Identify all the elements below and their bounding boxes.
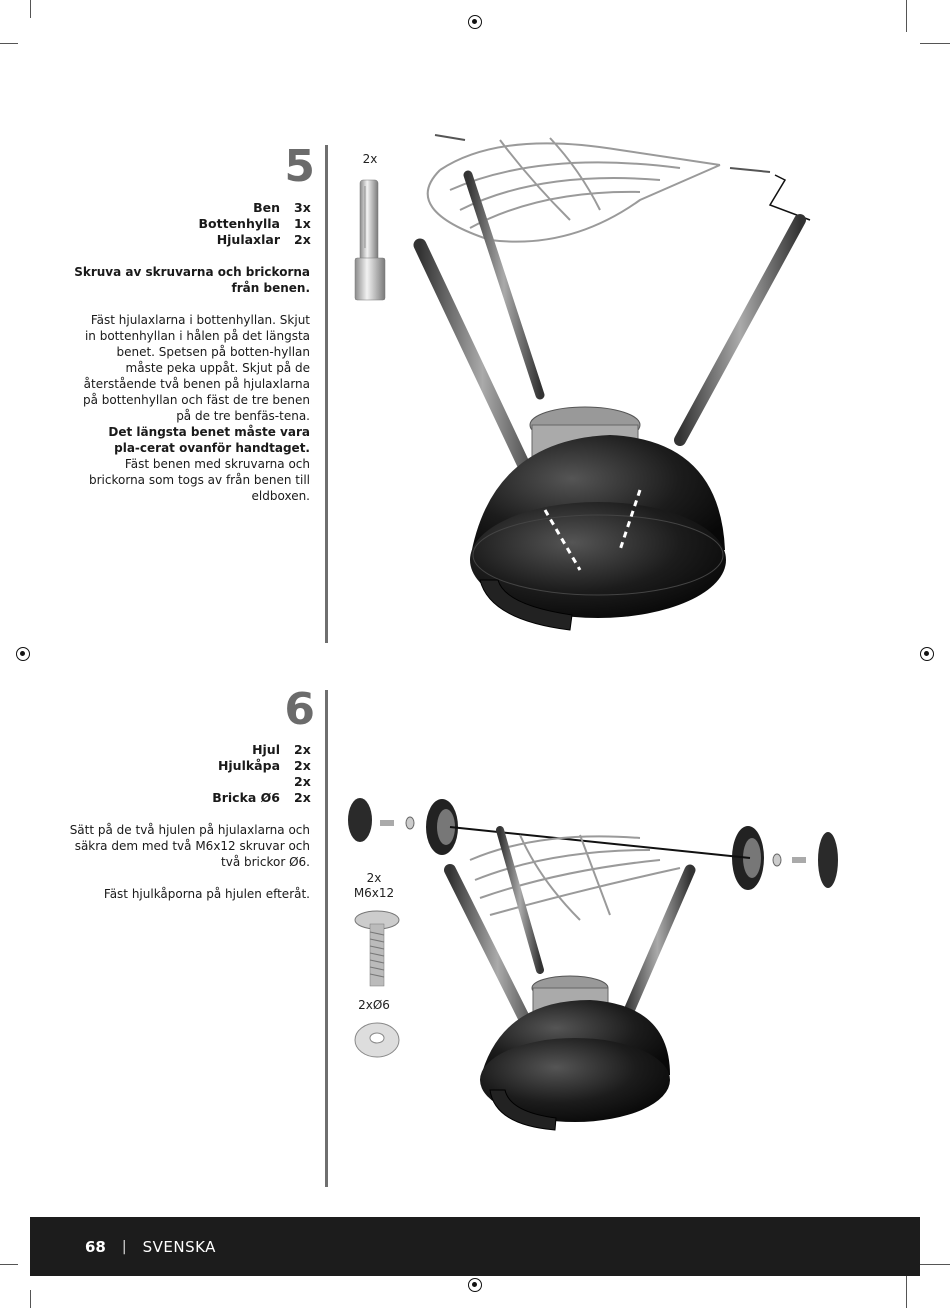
registration-mark-icon	[468, 15, 482, 29]
crop-mark	[30, 0, 31, 18]
step-6-assembly-illustration	[340, 790, 840, 1170]
part-qty: 2x	[294, 790, 311, 805]
part-name: Hjulaxlar	[216, 232, 280, 247]
crop-mark	[30, 1290, 31, 1308]
step-5-number: 5	[284, 141, 314, 192]
parts-row	[212, 742, 310, 758]
part-name: Bricka Ø6	[212, 790, 280, 805]
page-number: 68	[85, 1237, 106, 1256]
part-name: Ben	[253, 200, 280, 215]
instruction-bold-text: Det längsta benet måste vara pla-cerat ovanför handtaget.	[108, 425, 310, 455]
parts-row	[212, 790, 310, 806]
part-qty: 2x	[294, 232, 311, 247]
part-name: Hjulkåpa	[217, 758, 280, 773]
step-5-instructions	[80, 312, 310, 504]
parts-row	[199, 232, 311, 248]
crop-mark	[0, 1264, 18, 1265]
registration-mark-icon	[468, 1278, 482, 1292]
warning-text: Skruva av skruvarna och brickorna från benen.	[74, 265, 310, 295]
instruction-text: Fäst hjulkåporna på hjulen efteråt.	[103, 887, 310, 901]
crop-mark	[906, 0, 907, 32]
screw-qty: 2x	[366, 871, 382, 885]
crop-mark	[920, 1264, 950, 1265]
registration-mark-icon	[16, 647, 30, 661]
part-name: Bottenhylla	[198, 216, 280, 231]
step-5-parts-list	[199, 200, 311, 248]
part-qty: 2x	[294, 758, 311, 773]
crop-mark	[920, 43, 950, 44]
parts-row	[199, 200, 311, 216]
step-5-assembly-illustration	[340, 110, 840, 670]
parts-row	[212, 758, 310, 774]
step-6-divider	[325, 690, 328, 1187]
crop-mark	[906, 1276, 907, 1308]
crop-mark	[0, 43, 18, 44]
parts-row	[212, 774, 310, 790]
step-6-parts-list	[212, 742, 310, 806]
screw-size: M6x12	[353, 886, 395, 900]
part-qty: 3x	[294, 200, 311, 215]
step-5-warning	[70, 264, 310, 296]
footer-separator: |	[121, 1238, 127, 1255]
instruction-text: Fäst benen med skruvarna och brickorna som togs av från benen till eldboxen.	[89, 457, 310, 503]
instruction-text: Fäst hjulaxlarna i bottenhyllan. Skjut in bottenhyllan i hålen på det längsta benet. Spetsen på botten-hyllan måste peka uppåt. Skjut på de återstående två benen på hjulaxlarna på bottenhyllan och fäst de tre benen på de tre benfäs-tena.	[83, 313, 310, 423]
part-qty: 2x	[294, 774, 311, 789]
washer-label: 2xØ6	[358, 998, 390, 1012]
step-6-instructions	[60, 822, 310, 902]
part-qty: 2x	[294, 742, 311, 757]
step-5-divider	[325, 145, 328, 643]
part-qty: 1x	[294, 216, 311, 231]
registration-mark-icon	[920, 647, 934, 661]
axle-qty-label: 2x	[362, 152, 378, 166]
part-name: Hjul	[252, 742, 280, 757]
step-6-number: 6	[284, 684, 314, 735]
instruction-text: Sätt på de två hjulen på hjulaxlarna och säkra dem med två M6x12 skruvar och två brickor Ø6.	[69, 823, 310, 869]
footer-language: SVENSKA	[142, 1237, 216, 1256]
parts-row	[199, 216, 311, 232]
page-footer	[30, 1217, 920, 1276]
